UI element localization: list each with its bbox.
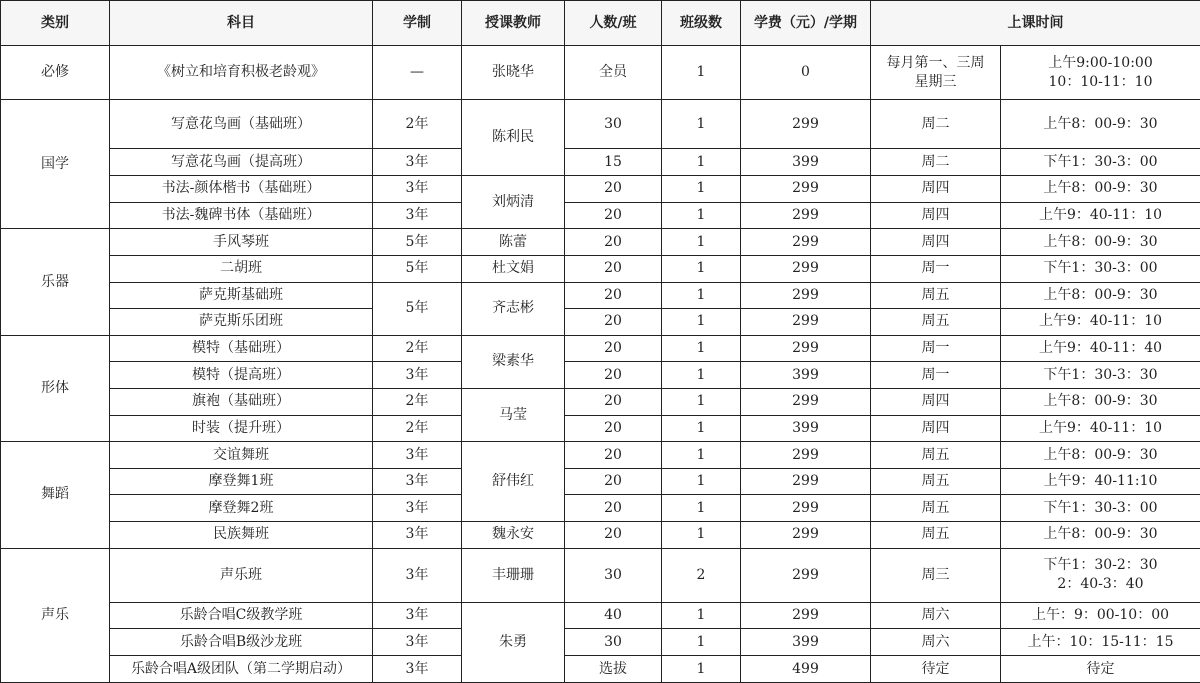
time-cell: 上午8：00-9：30 [1001, 521, 1200, 548]
duration-cell: 3年 [373, 656, 462, 683]
category-cell: 国学 [1, 100, 110, 229]
header-teacher: 授课教师 [462, 1, 565, 46]
capacity-cell: 20 [565, 388, 662, 415]
table-row [1, 100, 1200, 149]
subject-cell: 模特（提高班） [110, 362, 373, 389]
duration-cell: 3年 [373, 149, 462, 176]
time-cell: 上午8：00-9：30 [1001, 388, 1200, 415]
teacher-cell: 杜文娟 [462, 255, 565, 282]
time-line: 下午1：30-2：30 [1043, 557, 1158, 574]
day-cell: 周一 [871, 335, 1001, 362]
subject-cell: 摩登舞1班 [110, 468, 373, 495]
capacity-cell: 15 [565, 149, 662, 176]
duration-cell: — [373, 46, 462, 100]
day-cell: 周三 [871, 548, 1001, 602]
day-cell: 周四 [871, 176, 1001, 203]
fee-cell: 299 [741, 468, 871, 495]
classes-cell: 1 [662, 335, 741, 362]
capacity-cell: 20 [565, 309, 662, 336]
classes-cell: 1 [662, 388, 741, 415]
header-time: 上课时间 [871, 1, 1200, 46]
capacity-cell: 20 [565, 415, 662, 442]
table-row [1, 202, 1200, 229]
day-cell: 周四 [871, 229, 1001, 256]
classes-cell: 1 [662, 282, 741, 309]
subject-cell: 乐龄合唱B级沙龙班 [110, 629, 373, 656]
table-row [1, 335, 1200, 362]
duration-cell: 5年 [373, 255, 462, 282]
fee-cell: 399 [741, 415, 871, 442]
classes-cell: 1 [662, 495, 741, 522]
fee-cell: 399 [741, 362, 871, 389]
fee-cell: 299 [741, 100, 871, 149]
time-cell: 下午1：30-3：00 [1001, 495, 1200, 522]
classes-cell: 1 [662, 656, 741, 683]
duration-cell: 3年 [373, 468, 462, 495]
fee-cell: 299 [741, 495, 871, 522]
category-cell: 舞蹈 [1, 442, 110, 548]
classes-cell: 1 [662, 602, 741, 629]
fee-cell: 499 [741, 656, 871, 683]
capacity-cell: 20 [565, 202, 662, 229]
day-line: 星期三 [914, 73, 957, 90]
time-line: 上午9:00-10:00 [1048, 54, 1153, 71]
subject-cell: 模特（基础班） [110, 335, 373, 362]
duration-cell: 3年 [373, 521, 462, 548]
time-cell: 上午9：40-11：10 [1001, 415, 1200, 442]
subject-cell: 书法-颜体楷书（基础班） [110, 176, 373, 203]
table-row [1, 521, 1200, 548]
category-cell: 乐器 [1, 229, 110, 335]
teacher-cell: 陈利民 [462, 100, 565, 176]
time-cell: 上午9：40-11：10 [1001, 202, 1200, 229]
classes-cell: 1 [662, 442, 741, 469]
table-row [1, 602, 1200, 629]
duration-cell: 2年 [373, 415, 462, 442]
duration-cell: 3年 [373, 362, 462, 389]
day-cell: 周四 [871, 388, 1001, 415]
table-row [1, 176, 1200, 203]
table-row [1, 629, 1200, 656]
teacher-cell: 朱勇 [462, 602, 565, 682]
teacher-cell: 齐志彬 [462, 282, 565, 335]
duration-cell: 3年 [373, 202, 462, 229]
duration-cell: 2年 [373, 388, 462, 415]
time-cell [1001, 548, 1200, 602]
capacity-cell: 20 [565, 335, 662, 362]
classes-cell: 1 [662, 176, 741, 203]
subject-cell: 写意花鸟画（基础班） [110, 100, 373, 149]
capacity-cell: 20 [565, 176, 662, 203]
teacher-cell: 舒伟红 [462, 442, 565, 522]
subject-cell: 《树立和培育积极老龄观》 [110, 46, 373, 100]
classes-cell: 1 [662, 100, 741, 149]
duration-cell: 3年 [373, 176, 462, 203]
day-cell: 周四 [871, 415, 1001, 442]
time-cell [1001, 46, 1200, 100]
table-row [1, 282, 1200, 309]
day-cell [871, 46, 1001, 100]
day-cell: 周一 [871, 255, 1001, 282]
capacity-cell: 20 [565, 442, 662, 469]
subject-cell: 乐龄合唱A级团队（第二学期启动） [110, 656, 373, 683]
subject-cell: 声乐班 [110, 548, 373, 602]
classes-cell: 1 [662, 255, 741, 282]
teacher-cell: 张晓华 [462, 46, 565, 100]
table-row [1, 388, 1200, 415]
capacity-cell: 40 [565, 602, 662, 629]
capacity-cell: 20 [565, 362, 662, 389]
teacher-cell: 丰珊珊 [462, 548, 565, 602]
time-cell: 下午1：30-3：00 [1001, 255, 1200, 282]
subject-cell: 时装（提升班） [110, 415, 373, 442]
subject-cell: 乐龄合唱C级教学班 [110, 602, 373, 629]
duration-cell: 3年 [373, 602, 462, 629]
subject-cell: 交谊舞班 [110, 442, 373, 469]
table-row [1, 548, 1200, 602]
capacity-cell: 30 [565, 548, 662, 602]
header-row [1, 1, 1200, 46]
classes-cell: 1 [662, 229, 741, 256]
fee-cell: 299 [741, 335, 871, 362]
day-cell: 待定 [871, 656, 1001, 683]
day-cell: 周五 [871, 442, 1001, 469]
fee-cell: 299 [741, 229, 871, 256]
table-row [1, 442, 1200, 469]
classes-cell: 1 [662, 202, 741, 229]
header-fee: 学费（元）/学期 [741, 1, 871, 46]
fee-cell: 299 [741, 176, 871, 203]
teacher-cell: 马莹 [462, 388, 565, 441]
duration-cell: 2年 [373, 335, 462, 362]
table-row [1, 415, 1200, 442]
fee-cell: 299 [741, 388, 871, 415]
subject-cell: 旗袍（基础班） [110, 388, 373, 415]
capacity-cell: 30 [565, 629, 662, 656]
duration-cell: 3年 [373, 629, 462, 656]
capacity-cell: 20 [565, 229, 662, 256]
fee-cell: 299 [741, 521, 871, 548]
duration-cell: 3年 [373, 548, 462, 602]
fee-cell: 299 [741, 202, 871, 229]
header-classes: 班级数 [662, 1, 741, 46]
capacity-cell: 20 [565, 495, 662, 522]
capacity-cell: 20 [565, 521, 662, 548]
category-cell: 声乐 [1, 548, 110, 682]
fee-cell: 299 [741, 548, 871, 602]
day-cell: 周二 [871, 149, 1001, 176]
table-row [1, 468, 1200, 495]
classes-cell: 1 [662, 521, 741, 548]
table-row [1, 149, 1200, 176]
teacher-cell: 魏永安 [462, 521, 565, 548]
day-cell: 周一 [871, 362, 1001, 389]
classes-cell: 1 [662, 629, 741, 656]
fee-cell: 299 [741, 309, 871, 336]
duration-cell: 2年 [373, 100, 462, 149]
classes-cell: 2 [662, 548, 741, 602]
day-cell: 周六 [871, 602, 1001, 629]
table-row [1, 46, 1200, 100]
fee-cell: 0 [741, 46, 871, 100]
subject-cell: 萨克斯乐团班 [110, 309, 373, 336]
subject-cell: 二胡班 [110, 255, 373, 282]
table-row [1, 656, 1200, 683]
table-row [1, 229, 1200, 256]
capacity-cell: 全员 [565, 46, 662, 100]
teacher-cell: 梁素华 [462, 335, 565, 388]
classes-cell: 1 [662, 362, 741, 389]
capacity-cell: 20 [565, 255, 662, 282]
subject-cell: 摩登舞2班 [110, 495, 373, 522]
time-cell: 上午：9：00-10：00 [1001, 602, 1200, 629]
subject-cell: 萨克斯基础班 [110, 282, 373, 309]
fee-cell: 399 [741, 629, 871, 656]
duration-cell: 5年 [373, 229, 462, 256]
time-cell: 上午8：00-9：30 [1001, 176, 1200, 203]
table-row [1, 309, 1200, 336]
day-cell: 周五 [871, 282, 1001, 309]
category-cell: 必修 [1, 46, 110, 100]
day-line: 每月第一、三周 [886, 54, 985, 71]
day-cell: 周四 [871, 202, 1001, 229]
time-cell: 上午8：00-9：30 [1001, 100, 1200, 149]
classes-cell: 1 [662, 309, 741, 336]
capacity-cell: 30 [565, 100, 662, 149]
time-cell: 上午9：40-11：40 [1001, 335, 1200, 362]
fee-cell: 299 [741, 442, 871, 469]
classes-cell: 1 [662, 415, 741, 442]
time-cell: 上午：10：15-11：15 [1001, 629, 1200, 656]
time-cell: 上午9：40-11:10 [1001, 468, 1200, 495]
capacity-cell: 选拔 [565, 656, 662, 683]
day-cell: 周五 [871, 309, 1001, 336]
time-cell: 上午8：00-9：30 [1001, 282, 1200, 309]
duration-cell: 5年 [373, 282, 462, 335]
fee-cell: 299 [741, 602, 871, 629]
table-row [1, 362, 1200, 389]
day-cell: 周五 [871, 468, 1001, 495]
day-cell: 周五 [871, 495, 1001, 522]
subject-cell: 写意花鸟画（提高班） [110, 149, 373, 176]
duration-cell: 3年 [373, 495, 462, 522]
subject-cell: 书法-魏碑书体（基础班） [110, 202, 373, 229]
duration-cell: 3年 [373, 442, 462, 469]
subject-cell: 手风琴班 [110, 229, 373, 256]
classes-cell: 1 [662, 468, 741, 495]
capacity-cell: 20 [565, 468, 662, 495]
header-subject: 科目 [110, 1, 373, 46]
time-cell: 上午9：40-11：10 [1001, 309, 1200, 336]
teacher-cell: 陈蕾 [462, 229, 565, 256]
fee-cell: 399 [741, 149, 871, 176]
time-cell: 下午1：30-3：30 [1001, 362, 1200, 389]
header-category: 类别 [1, 1, 110, 46]
time-line: 10：10-11：10 [1048, 73, 1153, 90]
teacher-cell: 刘炳清 [462, 176, 565, 229]
capacity-cell: 20 [565, 282, 662, 309]
classes-cell: 1 [662, 46, 741, 100]
time-cell: 上午8：00-9：30 [1001, 442, 1200, 469]
fee-cell: 299 [741, 255, 871, 282]
day-cell: 周六 [871, 629, 1001, 656]
day-cell: 周五 [871, 521, 1001, 548]
header-capacity: 人数/班 [565, 1, 662, 46]
time-line: 2：40-3：40 [1057, 576, 1144, 593]
category-cell: 形体 [1, 335, 110, 441]
subject-cell: 民族舞班 [110, 521, 373, 548]
time-cell: 下午1：30-3：00 [1001, 149, 1200, 176]
time-cell: 上午8：00-9：30 [1001, 229, 1200, 256]
header-duration: 学制 [373, 1, 462, 46]
table-row [1, 495, 1200, 522]
classes-cell: 1 [662, 149, 741, 176]
time-cell: 待定 [1001, 656, 1200, 683]
fee-cell: 299 [741, 282, 871, 309]
day-cell: 周二 [871, 100, 1001, 149]
table-row [1, 255, 1200, 282]
